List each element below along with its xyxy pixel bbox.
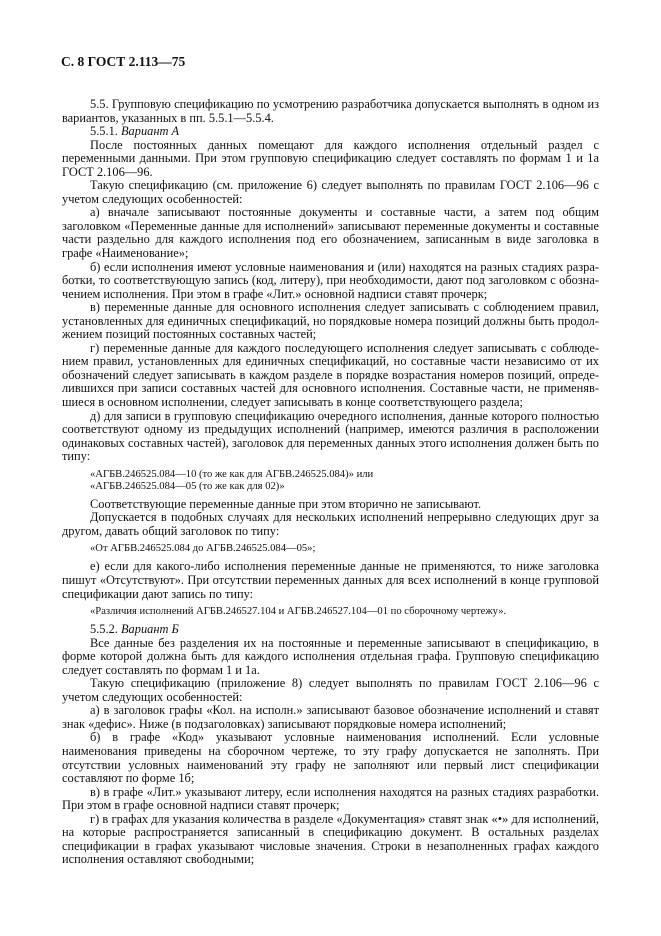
- example-line: «Различия исполнений АГБВ.246527.104 и АГБВ.246527.104—01 по сборочному чертежу».: [90, 606, 507, 618]
- section-title: Вариант А: [120, 124, 180, 139]
- paragraph: Все данные без разделения их на постоянные и переменные записывают в спецификацию, в форме которой должна быть для каждого исполнения отдельная графа. Групповую спецификацию следует составлять по формам 1 и 1а.: [62, 635, 599, 677]
- document-body: [62, 98, 599, 867]
- example-line: «От АГБВ.246525.084 до АГБВ.246525.084—05»;: [90, 543, 316, 555]
- paragraph: После постоянных данных помещают для каждого исполнения отдельный раздел с переменными данными. При этом групповую спецификацию следует составлять по формам 1 и 1а ГОСТ 2.106—96.: [62, 137, 599, 179]
- paragraph: г) в графах для указания количества в разделе «Документация» ставят знак «•» для исполнений, на которые распространяется записанный в спецификацию документ. В остальных разделах спецификации в графах указывают числовые значения. Строки в незаполненных графах каждого исполнения оставляют свободными;: [62, 811, 599, 867]
- paragraph: б) в графе «Код» указывают условные наименования исполнений. Если условные наименования приведены на сборочном чертеже, то эту графу допускается не заполнять. При отсутствии условных наименований эту графу не заполняют или первый лист спецификации составляют по форме 1б;: [62, 730, 599, 786]
- paragraph: Соответствующие переменные данные при этом вторично не записывают.: [90, 496, 482, 511]
- section-heading: [62, 125, 599, 139]
- paragraph: б) если исполнения имеют условные наименования и (или) находятся на разных стадиях разработки, то соответствующую запись (код, литеру), при необходимости, дают под заголовком с обозначением исполнения. При этом в графе «Лит.» основной надписи ставят прочерк;: [62, 259, 599, 301]
- page-header: С. 8 ГОСТ 2.113—75: [61, 54, 186, 69]
- paragraph: Допускается в подобных случаях для нескольких исполнений непрерывно следующих друг за другом, давать общий заголовок по типу:: [62, 510, 599, 538]
- paragraph: Такую спецификацию (приложение 8) следует выполнять по правилам ГОСТ 2.106—96 с учетом следующих особенностей:: [62, 676, 599, 704]
- paragraph: в) в графе «Лит.» указывают литеру, если исполнения находятся на разных стадиях разработки. При этом в графе основной надписи ставят прочерк;: [62, 784, 599, 813]
- paragraph: д) для записи в групповую спецификацию очередного исполнения, данные которого полностью соответствуют одному из предыдущих исполнений (например, имеются различия в расположении одинаковых составных частей), заголовок для переменных данных этого исполнения должен быть по типу:: [62, 408, 599, 464]
- paragraph: а) в заголовок графы «Кол. на исполн.» записывают базовое обозначение исполнений и ставят знак «дефис». Ниже (в подзаголовках) записывают порядковые номера исполнений;: [62, 703, 599, 731]
- section-number: 5.5.1.: [90, 124, 121, 139]
- section-title: Вариант Б: [120, 622, 179, 637]
- paragraph: г) переменные данные для каждого последующего исполнения следует записывать с соблюдением правил, установленных для единичных спецификаций, но составные части независимо от их обозначений следует записывать в каждом разделе в порядке возрастания номеров позиций, определившихся при записи составных частей для основного исполнения. Составные части, не применявшиеся в основном исполнении, следует записывать в конце соответствующего раздела;: [62, 340, 599, 410]
- section-heading: [62, 623, 599, 637]
- paragraph: а) вначале записывают постоянные документы и составные части, а затем под общим заголовком «Переменные данные для исполнений» записывают переменные документы и составные части раздельно для каждого исполнения под его обозначением, записанным в виде заголовка в графе «Наименование»;: [62, 205, 599, 261]
- paragraph: е) если для какого-либо исполнения переменные данные не применяются, то ниже заголовка пишут «Отсутствуют». При отсутствии переменных данных для всех исполнений в конце групповой спецификации дают запись по типу:: [62, 559, 599, 601]
- section-number: 5.5.2.: [90, 622, 121, 637]
- example-line: «АГБВ.246525.084—10 (то же как для АГБВ.246525.084)» или: [90, 468, 374, 480]
- paragraph: в) переменные данные для основного исполнения следует записывать с соблюдением правил, установленных для единичных спецификаций, но порядковые номера позиций должны быть продолжением позиций постоянных составных частей;: [62, 300, 599, 342]
- paragraph: Такую спецификацию (см. приложение 6) следует выполнять по правилам ГОСТ 2.106—96 с учетом следующих особенностей:: [62, 178, 599, 206]
- example-line: «АГБВ.246525.084—05 (то же как для 02)»: [90, 480, 285, 492]
- paragraph: 5.5. Групповую спецификацию по усмотрению разработчика допускается выполнять в одном из вариантов, указанных в пп. 5.5.1—5.5.4.: [62, 97, 599, 125]
